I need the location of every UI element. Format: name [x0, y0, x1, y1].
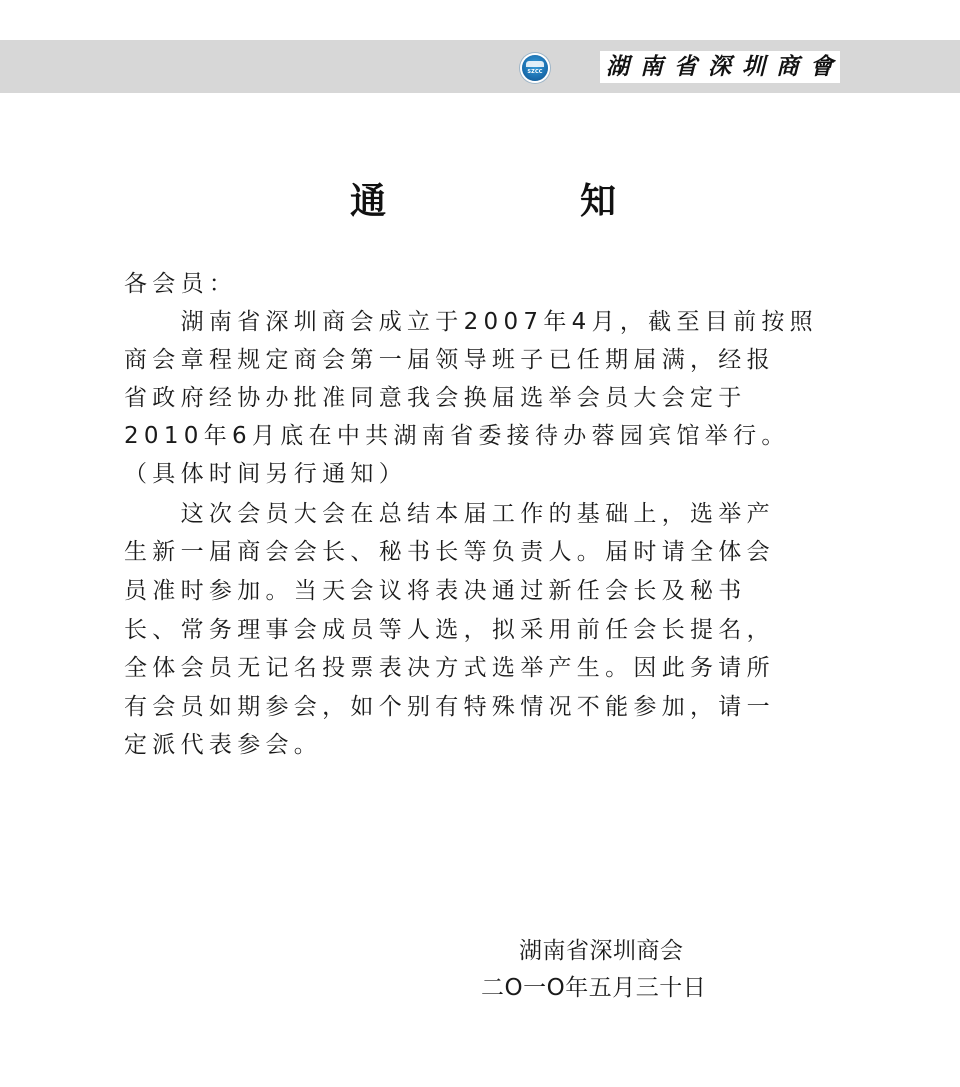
body-line: 2010年6月底在中共湖南省委接待办蓉园宾馆举行。 — [124, 423, 790, 449]
signature-org: 湖南省深圳商会 — [519, 938, 684, 964]
header-org-name: 湖南省深圳商會 — [600, 51, 840, 83]
body-line: 商会章程规定商会第一届领导班子已任期届满，经报 — [124, 347, 775, 373]
notice-title-char-1: 通 — [350, 181, 387, 222]
notice-title-char-2: 知 — [580, 181, 617, 222]
body-line: 员准时参加。当天会议将表决通过新任会长及秘书 — [124, 578, 747, 604]
logo-arc — [526, 61, 544, 67]
body-line: 有会员如期参会，如个别有特殊情况不能参加，请一 — [124, 694, 775, 720]
body-line: 各会员： — [124, 271, 238, 297]
body-line: 省政府经协办批准同意我会换届选举会员大会定于 — [124, 385, 747, 411]
logo-text: SZCC — [527, 69, 543, 75]
body-line: 这次会员大会在总结本届工作的基础上，选举产 — [124, 501, 775, 527]
signature-date: 二O一O年五月三十日 — [481, 975, 707, 1001]
body-line: 湖南省深圳商会成立于2007年4月，截至目前按照 — [124, 309, 818, 335]
body-line: 长、常务理事会成员等人选，拟采用前任会长提名， — [124, 617, 775, 643]
body-line: （具体时间另行通知） — [124, 461, 407, 487]
szcc-logo-icon — [522, 55, 548, 81]
body-line: 全体会员无记名投票表决方式选举产生。因此务请所 — [124, 655, 775, 681]
body-line: 定派代表参会。 — [124, 732, 323, 758]
body-line: 生新一届商会会长、秘书长等负责人。届时请全体会 — [124, 539, 775, 565]
